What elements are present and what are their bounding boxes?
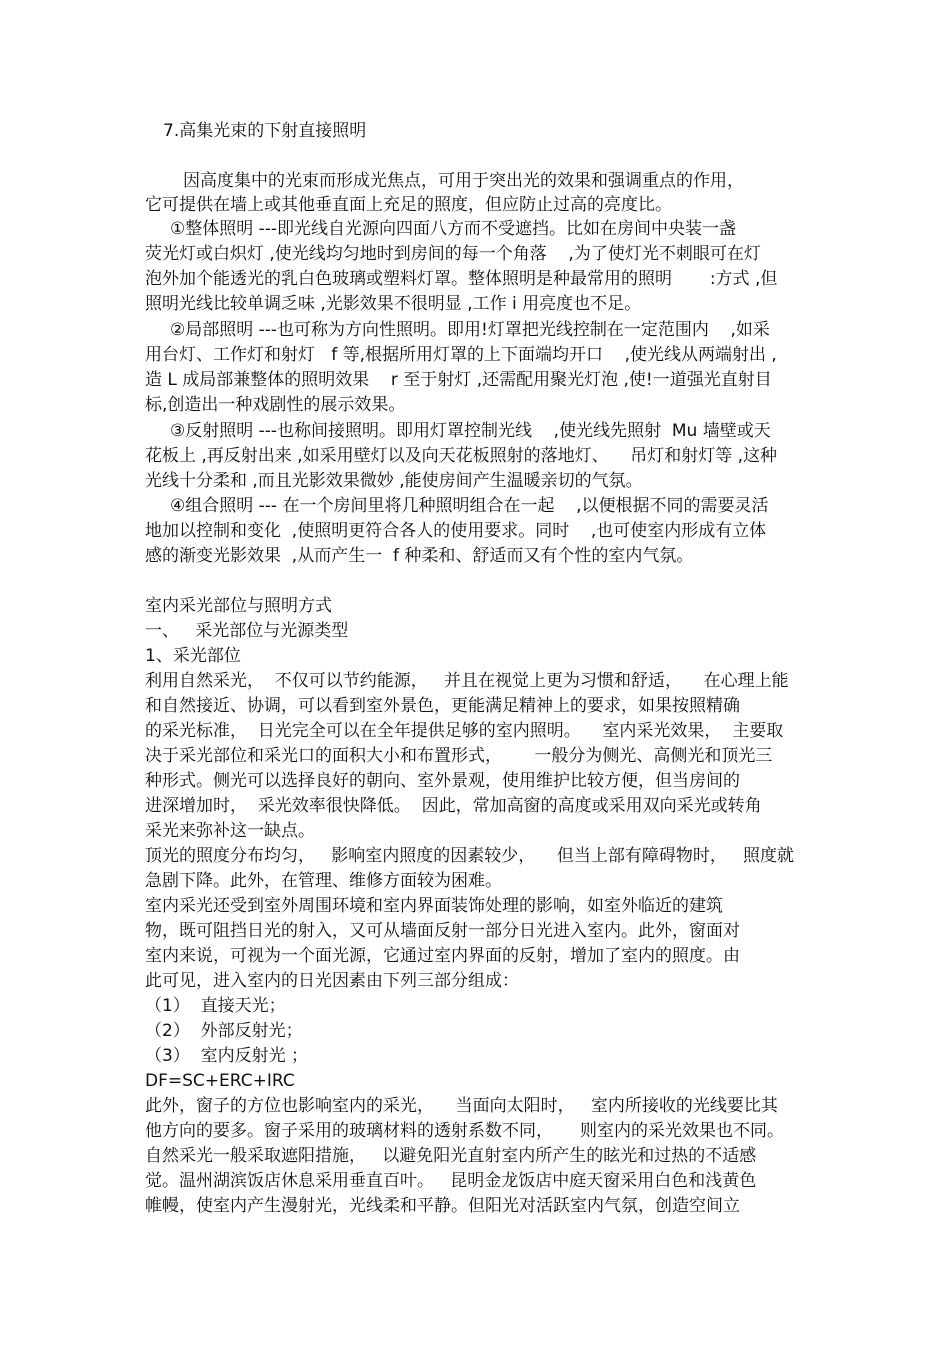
paragraph-line: 的采光标准， 日光完全可以在全年提供足够的室内照明。 室内采光效果， 主要取	[145, 721, 784, 741]
paragraph-line: 进深增加时， 采光效率很快降低。 因此，常加高窗的高度或采用双向采光或转角	[145, 796, 762, 816]
paragraph-line: 采光来弥补这一缺点。	[145, 821, 315, 841]
paragraph-line: 急剧下降。此外，在管理、维修方面较为困难。	[145, 871, 502, 891]
paragraph-line: 他方向的要多。窗子采用的玻璃材料的透射系数不同， 则室内的采光效果也不同。	[145, 1121, 785, 1141]
paragraph-line: 因高度集中的光束而形成光焦点，可用于突出光的效果和强调重点的作用，	[183, 171, 744, 191]
paragraph-line: 自然采光一般采取遮阳措施， 以避免阳光直射室内所产生的眩光和过热的不适感	[145, 1146, 757, 1166]
paragraph-line: 荧光灯或白炽灯 ,使光线均匀地时到房间的每一个角落 ,为了使灯光不刺眼可在灯	[145, 244, 761, 264]
paragraph-line: ③反射照明 ---也称间接照明。即用灯罩控制光线 ,使光线先照射 Mu 墙壁或天	[170, 421, 771, 441]
paragraph-line: 此外，窗子的方位也影响室内的采光， 当面向太阳时， 室内所接收的光线要比其	[145, 1096, 778, 1116]
paragraph-line: 用台灯、工作灯和射灯 f 等,根据所用灯罩的上下面端均开口 ,使光线从两端射出 ,	[145, 345, 777, 365]
formula: DF=SC+ERC+IRC	[145, 1071, 295, 1091]
paragraph-line: 它可提供在墙上或其他垂直面上充足的照度，但应防止过高的亮度比。	[145, 195, 672, 215]
paragraph-line: 觉。温州湖滨饭店休息采用垂直百叶。 昆明金龙饭店中庭天窗采用白色和浅黄色	[145, 1171, 757, 1191]
paragraph-line: ④组合照明 --- 在一个房间里将几种照明组合在一起 ,以便根据不同的需要灵活	[170, 496, 769, 516]
paragraph-line: 顶光的照度分布均匀， 影响室内照度的因素较少， 但当上部有障碍物时， 照度就	[145, 846, 795, 866]
paragraph-line: ①整体照明 ---即光线自光源向四面八方而不受遮挡。比如在房间中央装一盏	[170, 219, 737, 239]
paragraph-line: 室内采光还受到室外周围环境和室内界面装饰处理的影响，如室外临近的建筑	[145, 896, 723, 916]
paragraph-line: 地加以控制和变化 ,使照明更符合各人的使用要求。同时 ,也可使室内形成有立体	[145, 521, 767, 541]
paragraph-line: 感的渐变光影效果 ,从而产生一 f 种柔和、舒适而又有个性的室内气氛。	[145, 546, 694, 566]
paragraph-line: 造 L 成局部兼整体的照明效果 r 至于射灯 ,还需配用聚光灯泡 ,使!一道强光直射目	[145, 370, 772, 390]
paragraph-line: 照明光线比较单调乏味 ,光影效果不很明显 ,工作 i 用亮度也不足。	[145, 294, 642, 314]
subsection-title: 一、 采光部位与光源类型	[145, 621, 349, 641]
paragraph-line: 室内来说，可视为一个面光源，它通过室内界面的反射，增加了室内的照度。由	[145, 946, 740, 966]
paragraph-line: 和自然接近、协调，可以看到室外景色，更能满足精神上的要求，如果按照精确	[145, 696, 740, 716]
list-item: （3） 室内反射光 ；	[145, 1046, 309, 1066]
paragraph-line: 标,创造出一种戏剧性的展示效果。	[145, 395, 406, 415]
paragraph-line: 利用自然采光， 不仅可以节约能源， 并且在视觉上更为习惯和舒适， 在心理上能	[145, 671, 789, 691]
paragraph-line: 泡外加个能透光的乳白色玻璃或塑料灯罩。整体照明是种最常用的照明 :方式 ,但	[145, 269, 778, 289]
paragraph-line: 决于采光部位和采光口的面积大小和布置形式， 一般分为侧光、高侧光和顶光三	[145, 746, 773, 766]
paragraph-line: 物，既可阻挡日光的射入，又可从墙面反射一部分日光进入室内。此外，窗面对	[145, 921, 740, 941]
subsection-title: 1、采光部位	[145, 646, 241, 666]
paragraph-line: 光线十分柔和 ,而且光影效果微妙 ,能使房间产生温暖亲切的气氛。	[145, 471, 643, 491]
list-item: （1） 直接天光；	[145, 996, 286, 1016]
list-item: （2） 外部反射光；	[145, 1021, 303, 1041]
paragraph-line: 此可见，进入室内的日光因素由下列三部分组成：	[145, 971, 519, 991]
paragraph-line: 种形式。侧光可以选择良好的朝向、室外景观，使用维护比较方便，但当房间的	[145, 771, 740, 791]
paragraph-line: 帷幔，使室内产生漫射光，光线柔和平静。但阳光对活跃室内气氛，创造空间立	[145, 1196, 740, 1216]
paragraph-line: 花板上 ,再反射出来 ,如采用壁灯以及向天花板照射的落地灯、 吊灯和射灯等 ,这种	[145, 446, 778, 466]
paragraph-line: ②局部照明 ---也可称为方向性照明。即用!灯罩把光线控制在一定范围内 ,如采	[170, 320, 770, 340]
section-heading: 7.高集光束的下射直接照明	[163, 121, 367, 141]
section-title: 室内采光部位与照明方式	[145, 596, 332, 616]
